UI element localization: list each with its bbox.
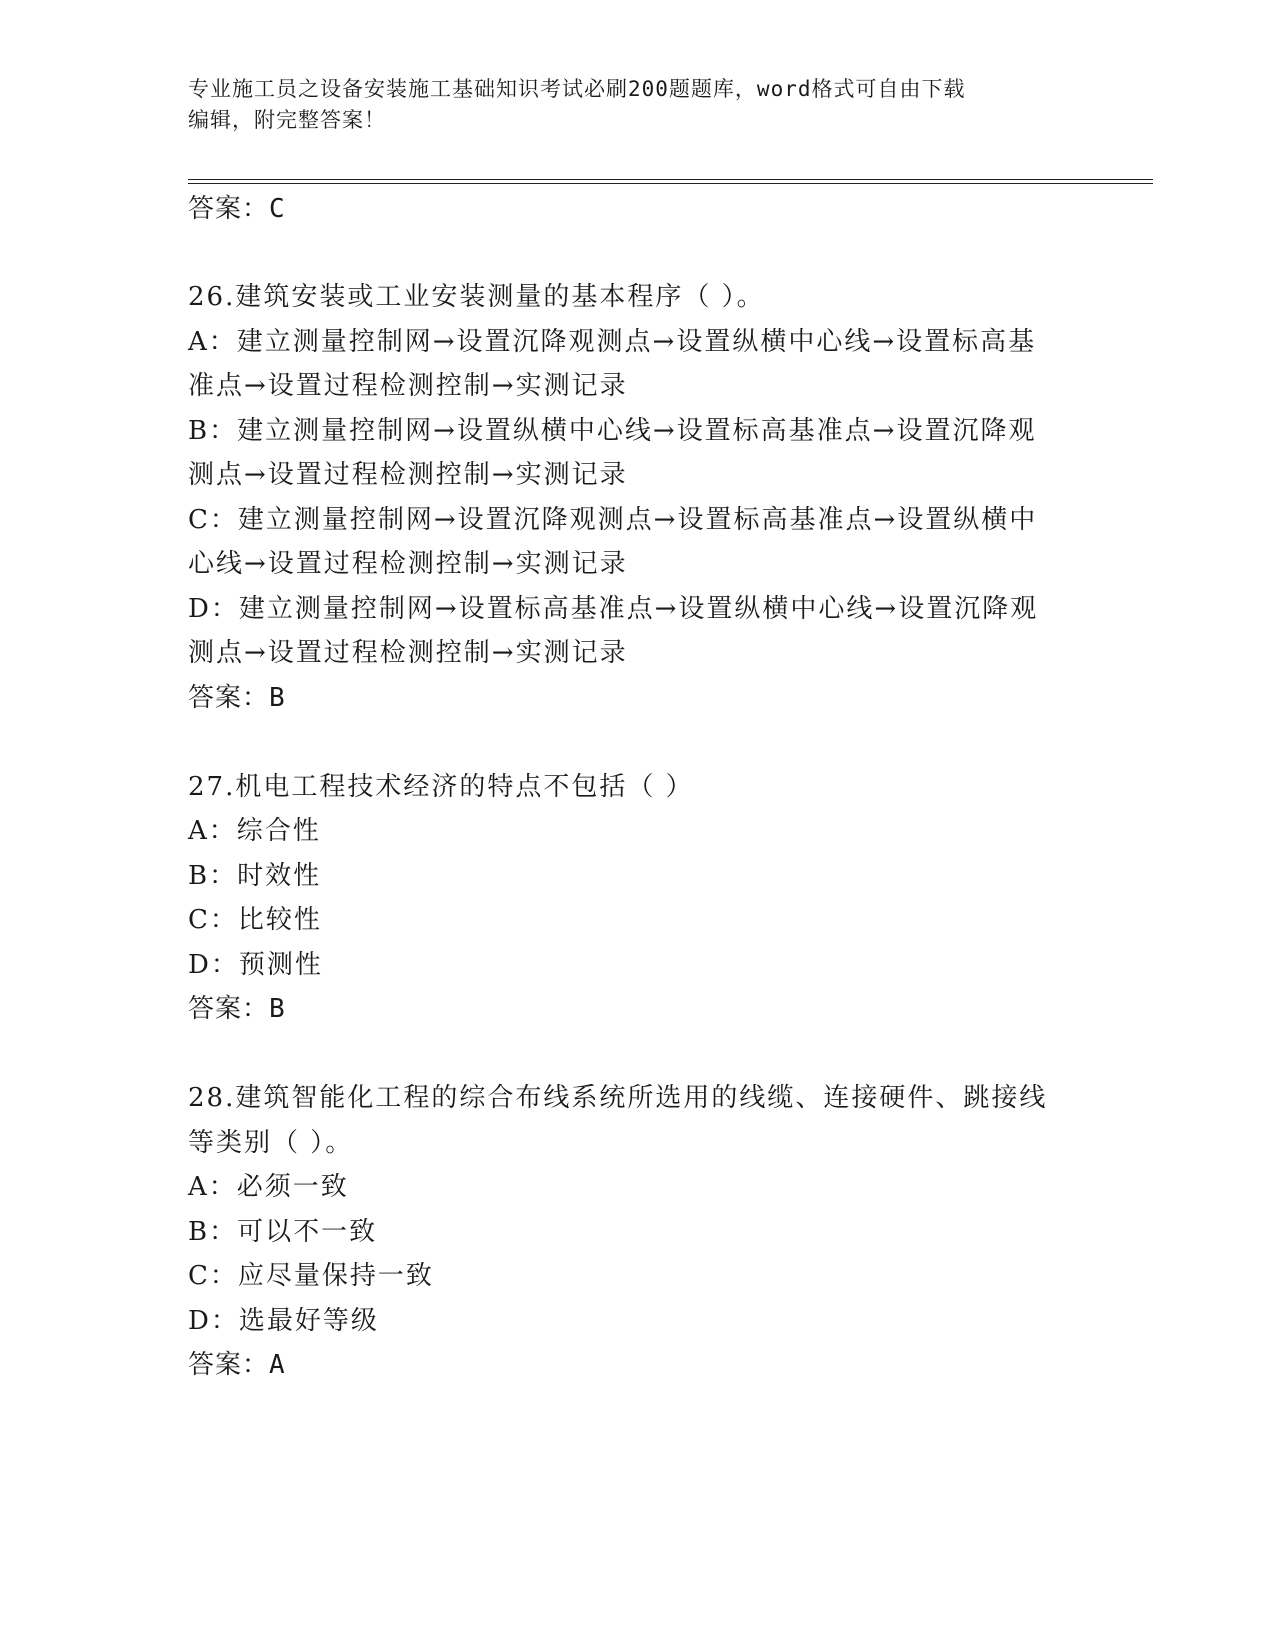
question-26-option-a-line-2: 准点→设置过程检测控制→实测记录 bbox=[188, 371, 628, 401]
question-27-option-d: D：预测性 bbox=[188, 950, 323, 980]
question-26-stem: 26.建筑安装或工业安装测量的基本程序（ ）。 bbox=[188, 282, 765, 312]
answer-q27: 答案：B bbox=[188, 994, 286, 1024]
answer-q26: 答案：B bbox=[188, 683, 286, 713]
header-divider-bottom bbox=[188, 183, 1153, 184]
question-28-option-d: D：选最好等级 bbox=[188, 1306, 379, 1336]
question-27-option-c: C：比较性 bbox=[188, 905, 322, 935]
question-26-option-c-line-2: 心线→设置过程检测控制→实测记录 bbox=[188, 549, 628, 579]
header-divider-top bbox=[188, 179, 1153, 180]
question-26-option-c-line-1: C：建立测量控制网→设置沉降观测点→设置标高基准点→设置纵横中 bbox=[188, 505, 1038, 535]
answer-q25: 答案：C bbox=[188, 194, 286, 224]
question-27-option-a: A：综合性 bbox=[188, 816, 321, 846]
question-28-stem-line-1: 28.建筑智能化工程的综合布线系统所选用的线缆、连接硬件、跳接线 bbox=[188, 1083, 1048, 1113]
question-26-option-b-line-1: B：建立测量控制网→设置纵横中心线→设置标高基准点→设置沉降观 bbox=[188, 416, 1037, 446]
question-28-option-c: C：应尽量保持一致 bbox=[188, 1261, 434, 1291]
question-27-stem: 27.机电工程技术经济的特点不包括（ ） bbox=[188, 772, 694, 802]
header-title-line-1: 专业施工员之设备安装施工基础知识考试必刷200题题库，word格式可自由下载 bbox=[188, 77, 966, 101]
question-26-option-d-line-1: D：建立测量控制网→设置标高基准点→设置纵横中心线→设置沉降观 bbox=[188, 594, 1039, 624]
answer-q28: 答案：A bbox=[188, 1350, 286, 1380]
question-28-option-b: B：可以不一致 bbox=[188, 1217, 378, 1247]
question-28-stem-line-2: 等类别（ ）。 bbox=[188, 1128, 354, 1158]
question-26-option-d-line-2: 测点→设置过程检测控制→实测记录 bbox=[188, 638, 628, 668]
question-26-option-b-line-2: 测点→设置过程检测控制→实测记录 bbox=[188, 460, 628, 490]
question-27-option-b: B：时效性 bbox=[188, 861, 322, 891]
question-26-option-a-line-1: A：建立测量控制网→设置沉降观测点→设置纵横中心线→设置标高基 bbox=[188, 327, 1037, 357]
document-header bbox=[188, 74, 1088, 136]
header-title-line-2: 编辑，附完整答案！ bbox=[188, 108, 386, 132]
question-28-option-a: A：必须一致 bbox=[188, 1172, 349, 1202]
